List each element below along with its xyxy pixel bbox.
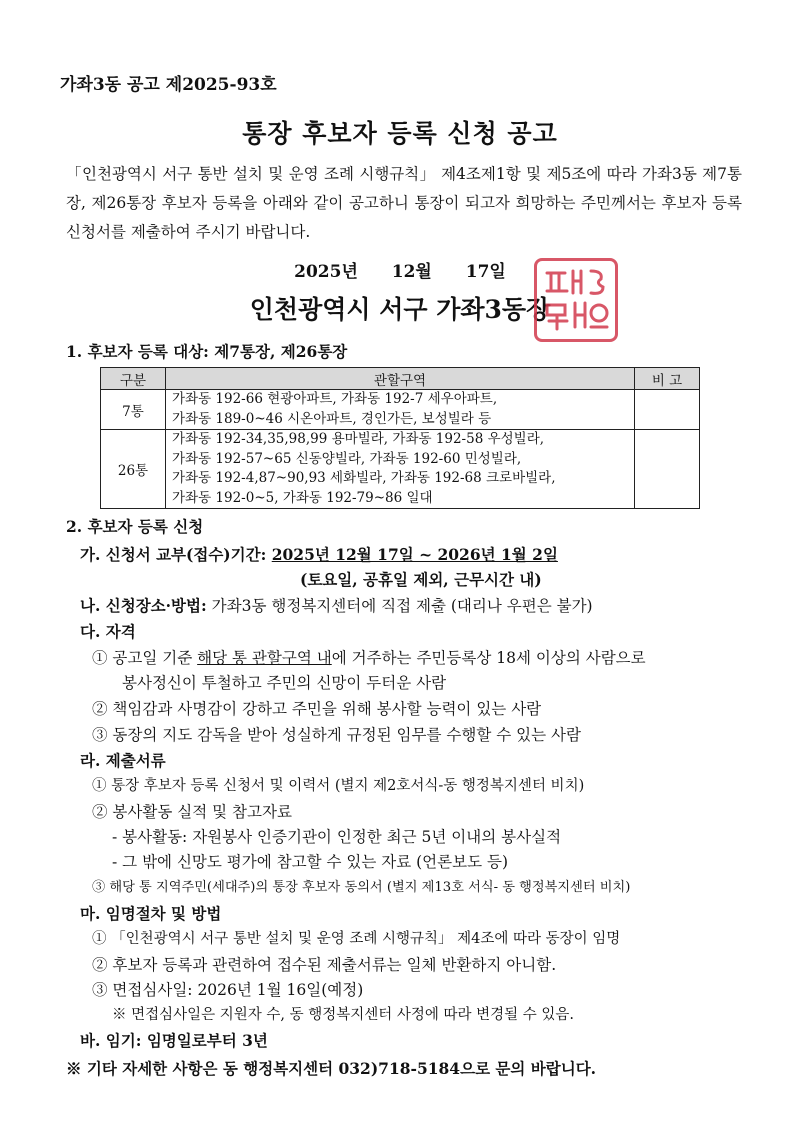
period-note: (토요일, 공휴일 제외, 근무시간 내) [300, 570, 542, 589]
documents-item-1: ① 통장 후보자 등록 신청서 및 이력서 (별지 제2호서식-동 행정복지센터 비치) [92, 778, 585, 794]
qual-1-underlined: 해당 통 관할구역 내 [197, 649, 332, 667]
qualification-item-2: ② 책임감과 사명감이 강하고 주민을 위해 봉사할 능력이 있는 사람 [92, 700, 542, 718]
documents-item-2a: - 봉사활동: 자원봉사 인증기관이 인정한 최근 5년 이내의 봉사실적 [112, 828, 562, 846]
area-line: 가좌동 192-0~5, 가좌동 192-79~86 일대 [172, 489, 433, 506]
group-cell: 7통 [101, 390, 166, 430]
section-1-heading: 1. 후보자 등록 대상: 제7통장, 제26통장 [66, 342, 348, 361]
period-value: 2025년 12월 17일 ~ 2026년 1월 2일 [271, 545, 558, 564]
jurisdiction-table [100, 367, 700, 509]
period-label: 가. 신청서 교부(접수)기간: [80, 545, 267, 564]
area-line: 가좌동 192-57~65 신동양빌라, 가좌동 192-60 민성빌라, [172, 450, 522, 467]
announcement-date: 2025년 12월 17일 [294, 262, 506, 282]
qualification-heading: 다. 자격 [80, 622, 136, 641]
application-place [80, 594, 593, 616]
area-cell [166, 390, 635, 430]
issuer-name: 인천광역시 서구 가좌3동장 [249, 295, 551, 324]
documents-item-2: ② 봉사활동 실적 및 참고자료 [92, 803, 292, 821]
area-line: 가좌동 192-34,35,98,99 용마빌라, 가좌동 192-58 우성빌라, [172, 431, 545, 447]
place-label: 나. 신청장소·방법: [80, 596, 207, 615]
page-title: 통장 후보자 등록 신청 공고 [242, 119, 558, 148]
qualification-item-1-cont: 봉사정신이 투철하고 주민의 신망이 두터운 사람 [122, 674, 447, 692]
section-2-heading: 2. 후보자 등록 신청 [66, 517, 204, 536]
qual-1-text: ① 공고일 기준 [92, 649, 198, 667]
col-header-note: 비 고 [635, 368, 700, 390]
note-cell [635, 390, 700, 430]
contact-note: ※ 기타 자세한 사항은 동 행정복지센터 032)718-5184으로 문의 바랍니다. [66, 1059, 597, 1078]
table-row [101, 430, 700, 509]
note-cell [635, 430, 700, 509]
col-header-group: 구분 [101, 368, 166, 390]
group-cell: 26통 [101, 430, 166, 509]
procedure-heading: 마. 임명절차 및 방법 [80, 904, 222, 923]
documents-item-3: ③ 해당 통 지역주민(세대주)의 통장 후보자 동의서 (별지 제13호 서식- 동 행정복지센터 비치) [92, 880, 631, 895]
table-header-row [101, 368, 700, 390]
official-seal-icon [534, 258, 618, 342]
application-period [80, 543, 558, 565]
procedure-item-2: ② 후보자 등록과 관련하여 접수된 제출서류는 일체 반환하지 아니함. [92, 956, 557, 974]
procedure-item-3: ③ 면접심사일: 2026년 1월 16일(예정) [92, 981, 364, 999]
table-row [101, 390, 700, 430]
documents-heading: 라. 제출서류 [80, 751, 166, 770]
announcement-number: 가좌3동 공고 제2025-93호 [60, 75, 277, 95]
area-line: 가좌동 192-4,87~90,93 세화빌라, 가좌동 192-68 크로바빌라, [172, 470, 556, 486]
procedure-note: ※ 면접심사일은 지원자 수, 동 행정복지센터 사정에 따라 변경될 수 있음. [112, 1007, 575, 1023]
intro-paragraph: 「인천광역시 서구 통반 설치 및 운영 조례 시행규칙」 제4조제1항 및 제5조에 따라 가좌3동 제7통장, 제26통장 후보자 등록을 아래와 같이 공고하니 통장이 되고자 희망하는 주민께서는 후보자 등록신청서를 제출하여 주시기 바랍니다. [66, 165, 742, 241]
area-cell [166, 430, 635, 509]
qual-1-text-end: 에 거주하는 주민등록상 18세 이상의 사람으로 [331, 649, 646, 667]
documents-item-2b: - 그 밖에 신망도 평가에 참고할 수 있는 자료 (언론보도 등) [112, 853, 509, 871]
qualification-item-1 [92, 646, 646, 668]
col-header-area: 관할구역 [166, 368, 635, 390]
procedure-item-1: ① 「인천광역시 서구 통반 설치 및 운영 조례 시행규칙」 제4조에 따라 동장이 임명 [92, 931, 621, 947]
place-value: 가좌3동 행정복지센터에 직접 제출 (대리나 우편은 불가) [211, 597, 593, 615]
qualification-item-3: ③ 동장의 지도 감독을 받아 성실하게 규정된 임무를 수행할 수 있는 사람 [92, 726, 581, 744]
term-of-office: 바. 임기: 임명일로부터 3년 [80, 1031, 268, 1050]
area-line: 가좌동 189-0~46 시온아파트, 경인가든, 보성빌라 등 [172, 410, 492, 427]
area-line: 가좌동 192-66 현광아파트, 가좌동 192-7 세우아파트, [172, 391, 498, 407]
